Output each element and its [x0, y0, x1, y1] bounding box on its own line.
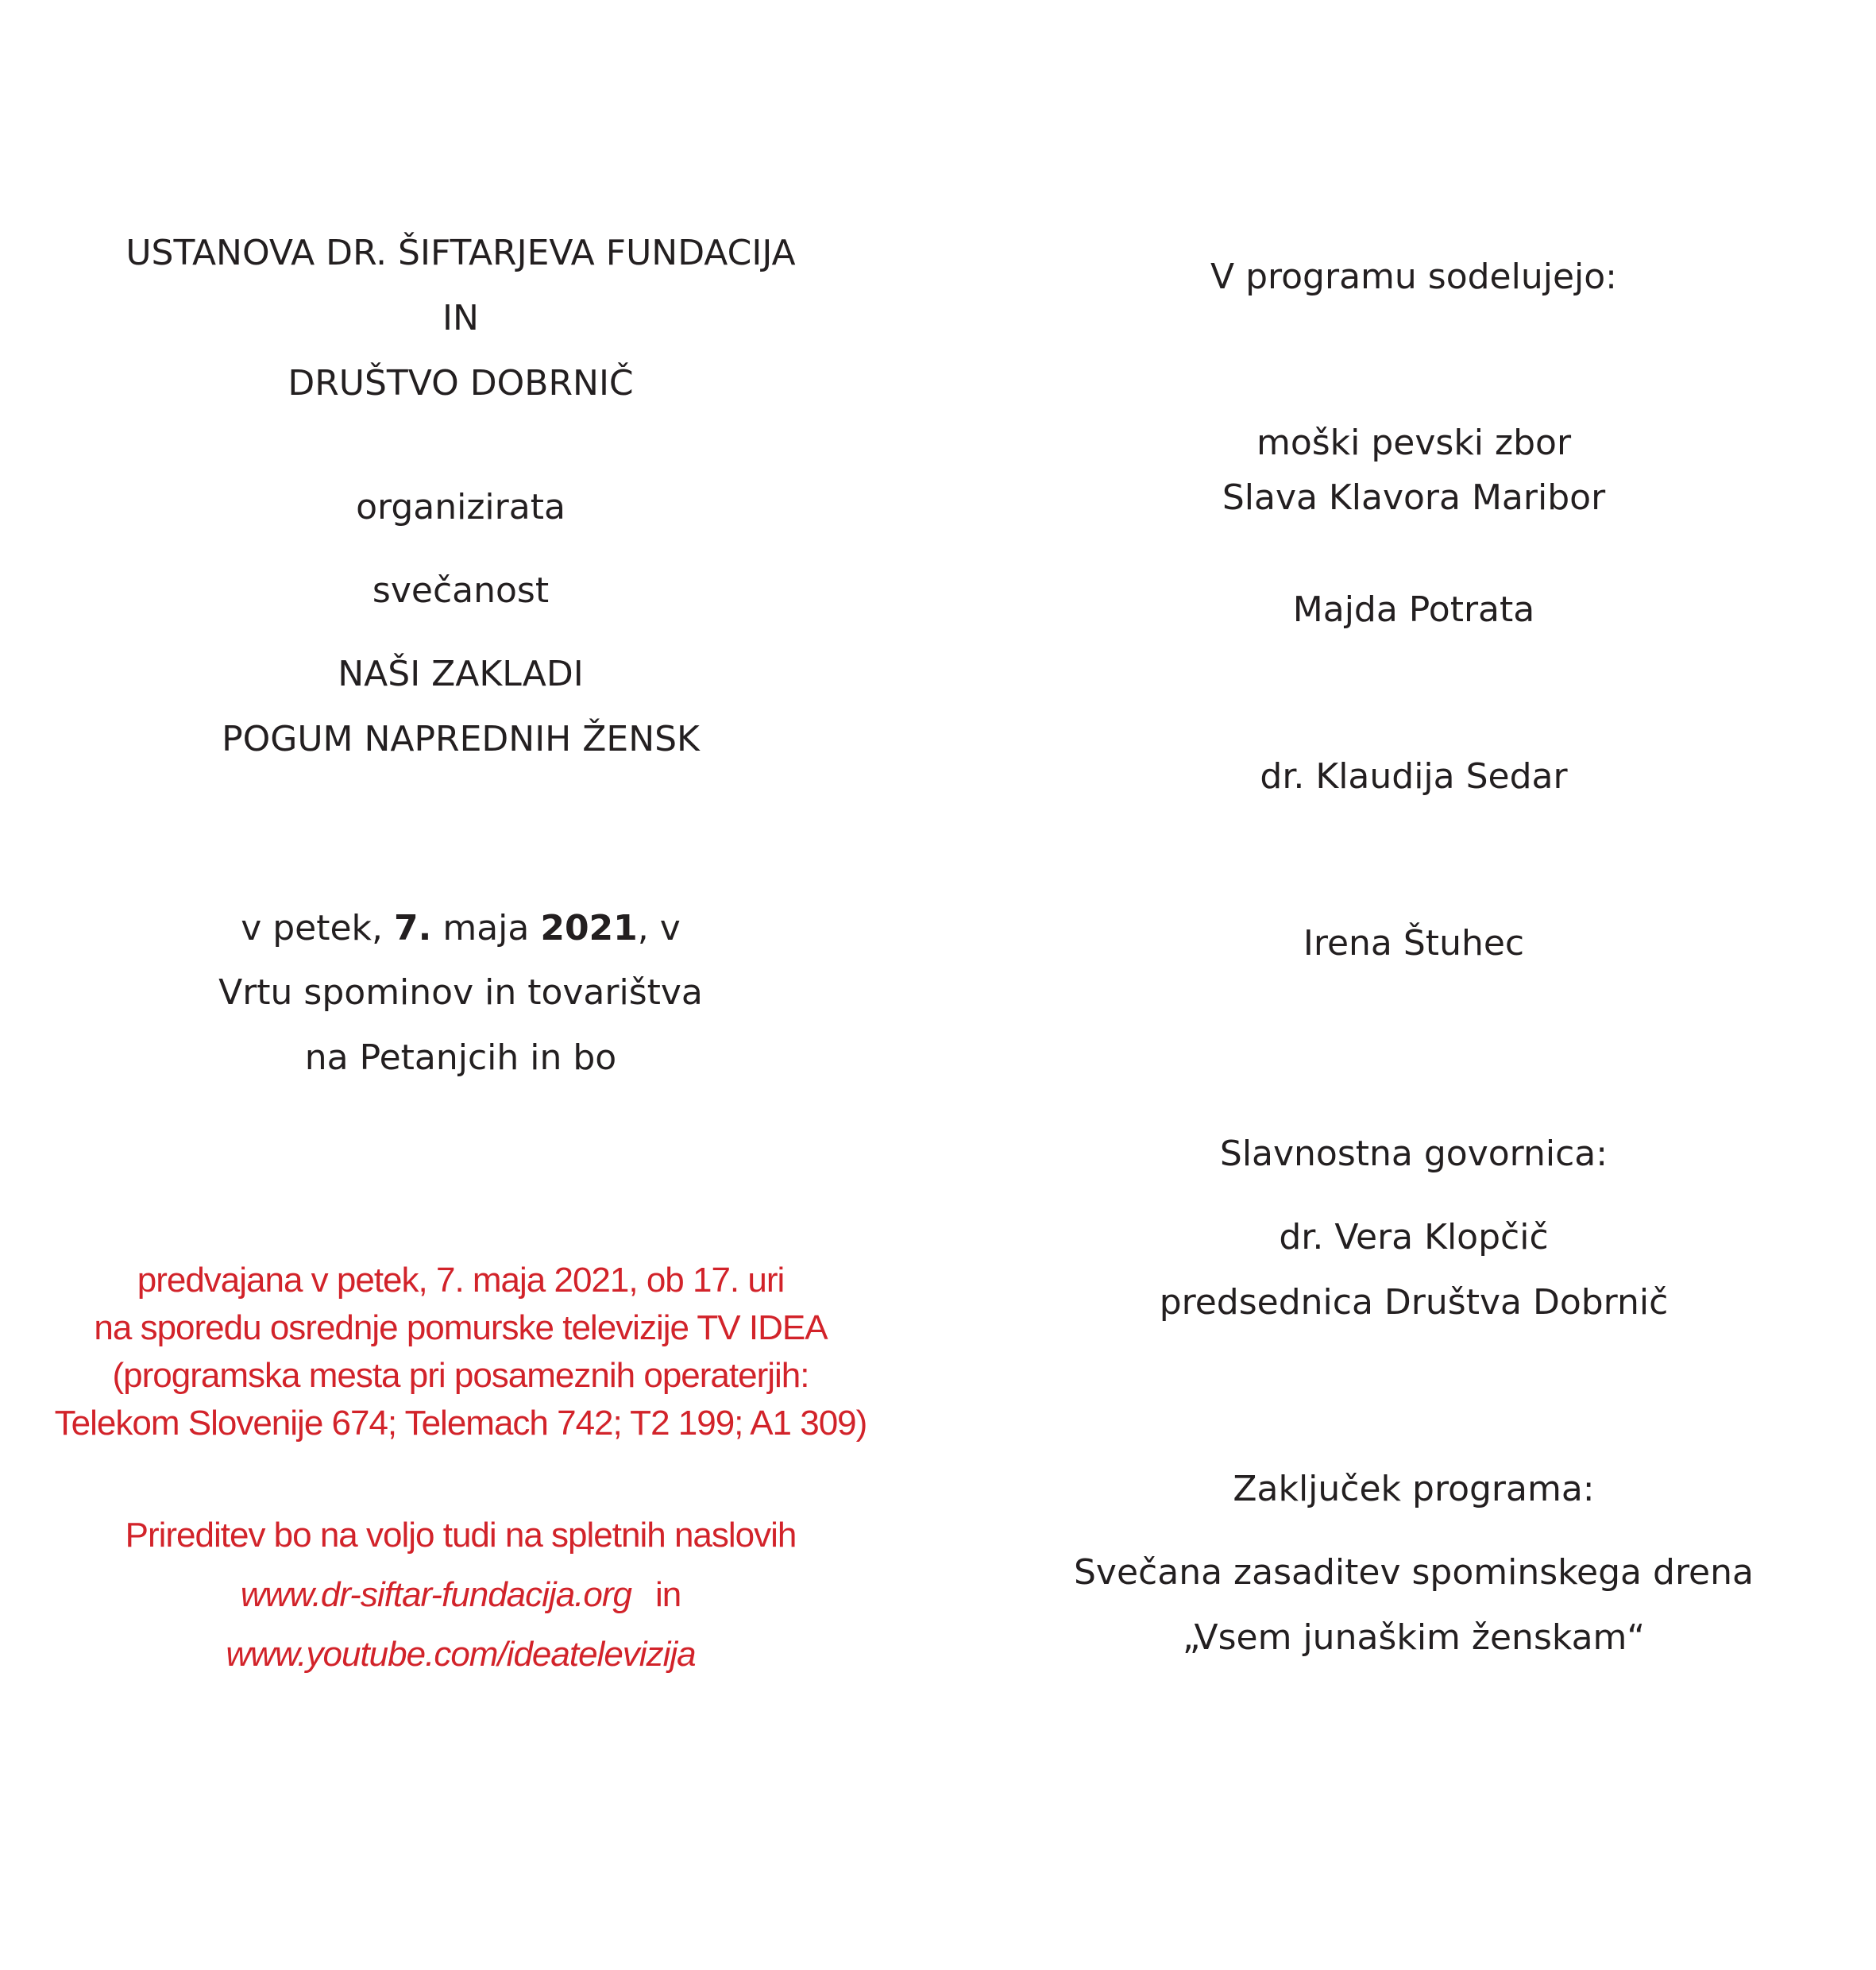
- organizer-2: DRUŠTVO DOBRNIČ: [288, 363, 634, 404]
- participant-3: Irena Štuhec: [1303, 923, 1525, 964]
- closing-line-1: Svečana zasaditev spominskega drena: [1074, 1552, 1754, 1593]
- program-heading: V programu sodelujejo:: [1210, 257, 1617, 297]
- closing-line-2: „Vsem junaškim ženskam“: [1182, 1617, 1646, 1658]
- broadcast-line-1: predvajana v petek, 7. maja 2021, ob 17. uri: [137, 1261, 785, 1300]
- place-line-2: na Petanjcih in bo: [304, 1037, 617, 1078]
- participant-2: dr. Klaudija Sedar: [1260, 756, 1568, 797]
- participant-1: Majda Potrata: [1292, 589, 1535, 630]
- online-intro: Prireditev bo na voljo tudi na spletnih naslovih: [125, 1516, 797, 1555]
- speaker-label: Slavnostna govornica:: [1219, 1134, 1608, 1174]
- date-day: 7.: [394, 908, 432, 948]
- date-line: v petek, 7. maja 2021, v: [241, 908, 681, 948]
- place-line-1: Vrtu spominov in tovarištva: [218, 972, 703, 1013]
- event-type: svečanost: [372, 570, 550, 611]
- url-fundacija-link[interactable]: www.dr-siftar-fundacija.org: [240, 1575, 631, 1614]
- event-title-1: NAŠI ZAKLADI: [338, 654, 584, 694]
- speaker-name: dr. Vera Klopčič: [1279, 1217, 1549, 1257]
- choir-line-1: moški pevski zbor: [1256, 423, 1572, 463]
- organizer-conjunction: IN: [442, 298, 479, 338]
- url-line: www.dr-siftar-fundacija.org in: [240, 1575, 681, 1614]
- date-year: 2021: [540, 908, 638, 948]
- broadcast-line-2: na sporedu osrednje pomurske televizije TV IDEA: [94, 1308, 828, 1347]
- broadcast-line-3: (programska mesta pri posameznih operaterjih:: [112, 1356, 809, 1395]
- url-youtube-link[interactable]: www.youtube.com/ideatelevizija: [226, 1635, 696, 1674]
- broadcast-line-4: Telekom Slovenije 674; Telemach 742; T2 199; A1 309): [54, 1404, 867, 1443]
- organizer-1: USTANOVA DR. ŠIFTARJEVA FUNDACIJA: [125, 233, 796, 273]
- verb-line: organizirata: [356, 487, 566, 527]
- speaker-role: predsednica Društva Dobrnič: [1159, 1282, 1669, 1323]
- choir-line-2: Slava Klavora Maribor: [1222, 477, 1606, 518]
- event-title-2: POGUM NAPREDNIH ŽENSK: [222, 719, 700, 759]
- closing-label: Zaključek programa:: [1233, 1469, 1595, 1509]
